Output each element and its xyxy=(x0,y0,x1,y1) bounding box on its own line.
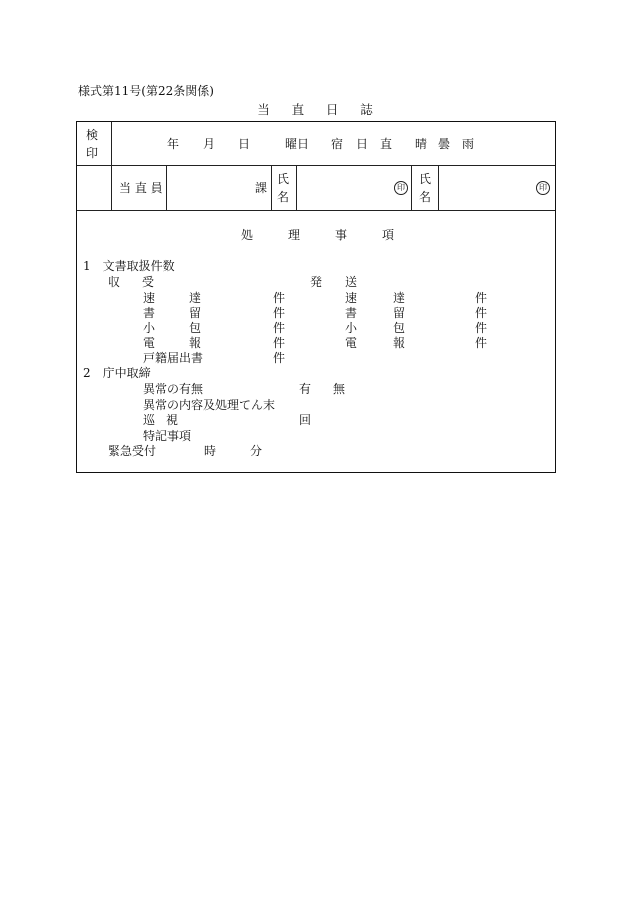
title-char: 当 xyxy=(257,102,270,117)
title-char: 誌 xyxy=(360,102,373,117)
inspection-seal-label xyxy=(86,126,98,162)
mail-b-2: 留 xyxy=(393,306,406,320)
weather-sunny: 晴 xyxy=(415,137,428,151)
unit: 件 xyxy=(475,291,488,305)
unit: 件 xyxy=(475,321,488,335)
month-label: 月 xyxy=(203,137,216,151)
unit: 件 xyxy=(273,321,286,335)
name-label-1 xyxy=(277,170,289,206)
koseki-label: 戸籍届出書 xyxy=(143,351,204,365)
label-char: 印 xyxy=(86,146,99,160)
section-title-char: 理 xyxy=(288,228,301,242)
weather-cloudy: 曇 xyxy=(438,137,451,151)
unit: 件 xyxy=(475,336,488,350)
form-number: 様式第11号(第22条関係) xyxy=(78,84,214,98)
receive-label-2: 受 xyxy=(142,275,155,289)
label-char: 名 xyxy=(419,190,432,204)
seal-mark-2: 印 xyxy=(536,181,550,195)
year-label: 年 xyxy=(167,137,180,151)
seal-mark-1: 印 xyxy=(394,181,408,195)
section-title-char: 項 xyxy=(382,228,395,242)
special-notes-label: 特記事項 xyxy=(143,429,192,443)
hour-label: 時 xyxy=(204,444,217,458)
mail-b-1: 電 xyxy=(345,336,358,350)
unit: 件 xyxy=(475,306,488,320)
mail-b-1: 速 xyxy=(345,291,358,305)
log-form-table xyxy=(76,121,556,473)
mail-b-1: 書 xyxy=(345,306,358,320)
abnormal-label: 異常の有無 xyxy=(143,382,204,396)
unit: 件 xyxy=(273,291,286,305)
unit: 件 xyxy=(273,336,286,350)
column-divider xyxy=(111,122,112,210)
title-char: 直 xyxy=(291,102,305,117)
label-char: 氏 xyxy=(277,172,290,186)
shift-label-2: 日 xyxy=(356,137,369,151)
mail-a-2: 報 xyxy=(189,336,202,350)
send-label-1: 発 xyxy=(310,275,323,289)
patrol-label-1: 巡 xyxy=(143,413,156,427)
mail-b-2: 報 xyxy=(393,336,406,350)
patrol-label-2: 視 xyxy=(166,413,179,427)
shift-label-3: 直 xyxy=(380,137,393,151)
column-divider xyxy=(438,165,439,210)
mail-a-1: 小 xyxy=(143,321,156,335)
section-label: 課 xyxy=(255,181,268,195)
column-divider xyxy=(411,165,412,210)
unit: 件 xyxy=(273,306,286,320)
shift-label-1: 宿 xyxy=(331,137,344,151)
mail-b-2: 包 xyxy=(393,321,406,335)
mail-a-2: 達 xyxy=(189,291,202,305)
mail-a-1: 書 xyxy=(143,306,156,320)
mail-a-1: 電 xyxy=(143,336,156,350)
unit: 件 xyxy=(273,351,286,365)
urgent-reception-label: 緊急受付 xyxy=(108,444,157,458)
abnormal-no: 無 xyxy=(333,382,346,396)
document-title xyxy=(0,104,630,117)
duty-staff-label: 当 直 員 xyxy=(119,181,163,195)
column-divider xyxy=(166,165,167,210)
mail-b-2: 達 xyxy=(393,291,406,305)
doc-count-heading: 1 文書取扱件数 xyxy=(83,259,175,273)
minute-label: 分 xyxy=(250,444,263,458)
name-label-2 xyxy=(419,170,431,206)
mail-a-2: 包 xyxy=(189,321,202,335)
title-char: 日 xyxy=(325,102,339,117)
abnormal-yes: 有 xyxy=(299,382,312,396)
patrol-times: 回 xyxy=(299,413,312,427)
day-label: 日 xyxy=(238,137,251,151)
row-divider xyxy=(77,210,555,211)
column-divider xyxy=(271,165,272,210)
receive-label-1: 収 xyxy=(108,275,121,289)
row-divider xyxy=(77,165,555,166)
label-char: 検 xyxy=(86,128,99,142)
label-char: 氏 xyxy=(419,172,432,186)
send-label-2: 送 xyxy=(345,275,358,289)
section-title-char: 処 xyxy=(241,228,254,242)
column-divider xyxy=(296,165,297,210)
mail-a-2: 留 xyxy=(189,306,202,320)
patrol-heading: 2 庁中取締 xyxy=(83,366,151,380)
mail-a-1: 速 xyxy=(143,291,156,305)
label-char: 名 xyxy=(277,190,290,204)
weather-rain: 雨 xyxy=(462,137,475,151)
section-title-char: 事 xyxy=(335,228,348,242)
weekday-label: 曜日 xyxy=(285,137,310,151)
abnormal-detail-label: 異常の内容及処理てん末 xyxy=(143,398,276,412)
mail-b-1: 小 xyxy=(345,321,358,335)
